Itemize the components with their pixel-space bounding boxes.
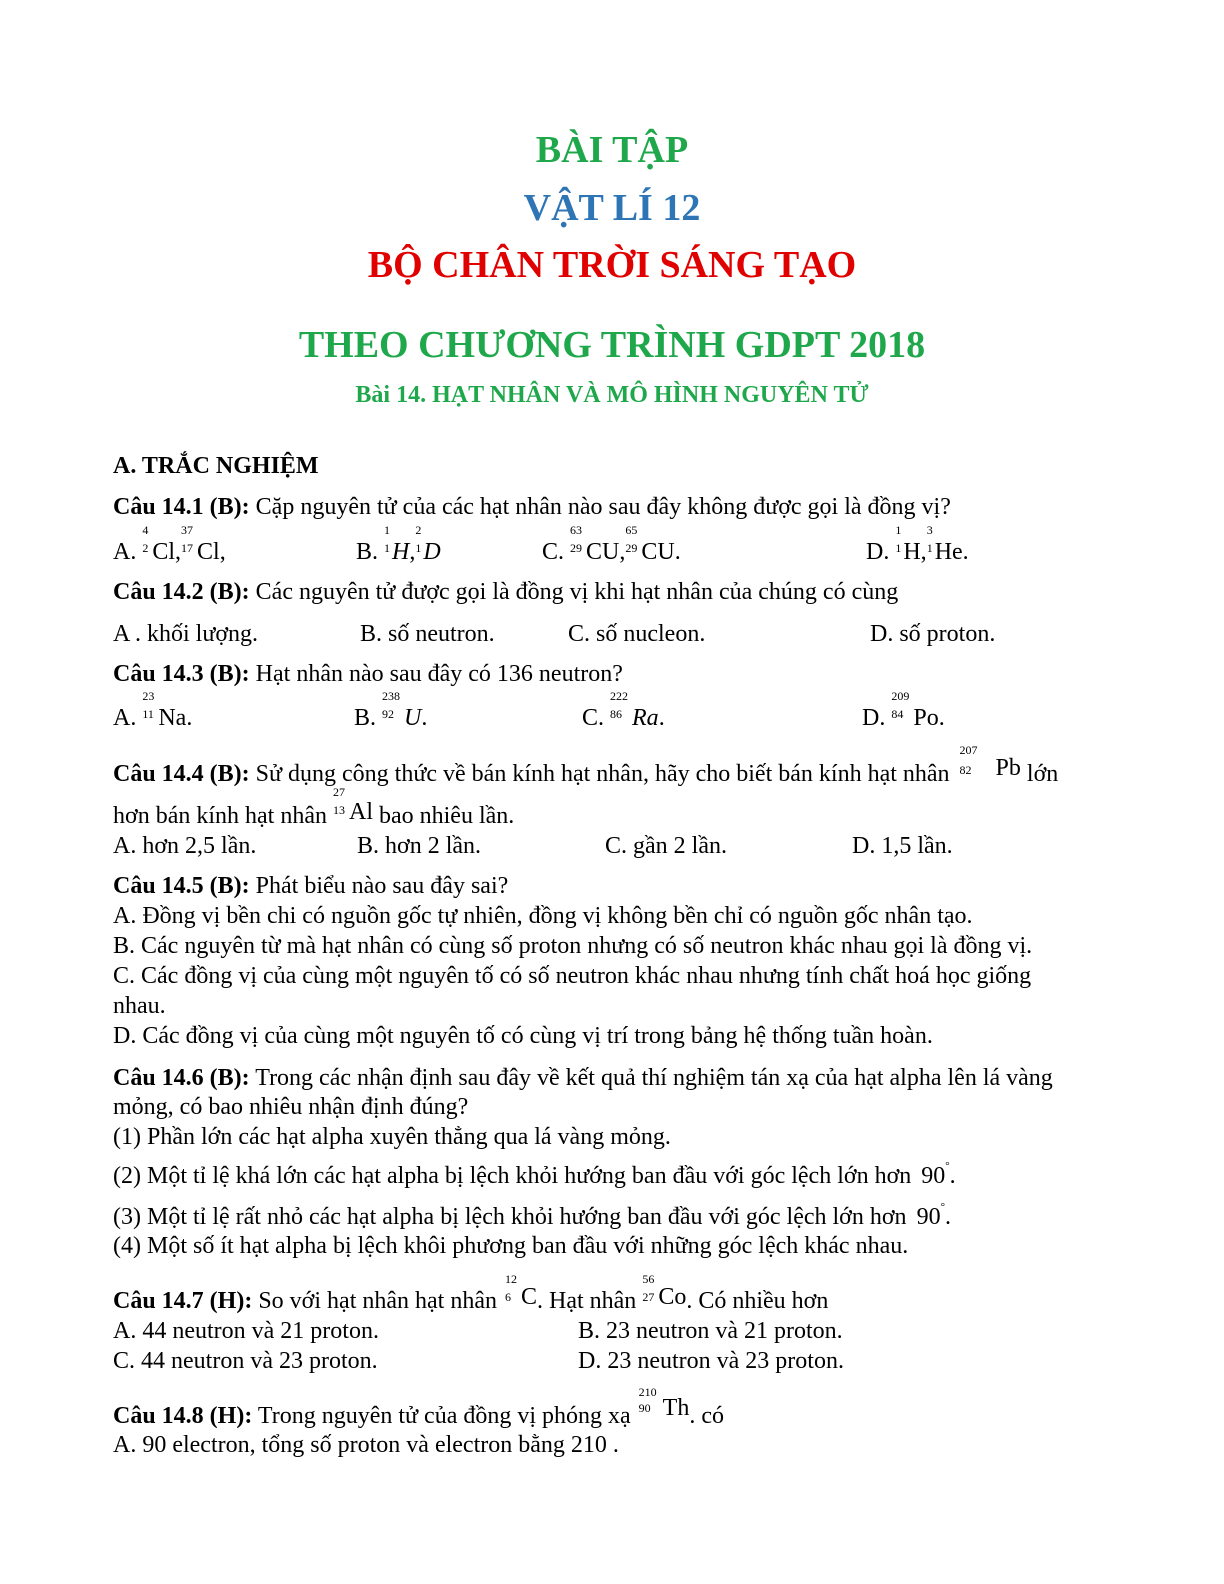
nuclide-u-238: 238 92 U	[382, 689, 422, 731]
question-label: Câu 14.5 (B):	[113, 873, 250, 899]
option-b: B. hơn 2 lần.	[357, 833, 482, 859]
question-text: Cặp nguyên tử của các hạt nhân nào sau đây không được gọi là đồng vị?	[255, 494, 951, 520]
option-a: A. 4 2 Cl, 37 17 Cl,	[113, 523, 226, 565]
title-bo-chan-troi: BỘ CHÂN TRỜI SÁNG TẠO	[367, 244, 857, 286]
option-c-cont: nhau.	[113, 993, 166, 1019]
option-b: B. 238 92 U.	[354, 689, 428, 731]
option-b: B. số neutron.	[360, 621, 495, 647]
question-14-5	[113, 872, 508, 900]
question-text: Sử dụng công thức về bán kính hạt nhân, hãy cho biết bán kính hạt nhân	[255, 761, 950, 787]
title-bai-tap: BÀI TẬP	[535, 129, 689, 171]
option-a: A. 44 neutron và 21 proton.	[113, 1318, 379, 1344]
nuclide-ra-222: 222 86 Ra	[610, 689, 659, 731]
nuclide-co-56: 56 27 Co	[642, 1272, 687, 1310]
option-d: D. 23 neutron và 23 proton.	[578, 1348, 844, 1374]
question-label: Câu 14.8 (H):	[113, 1403, 253, 1429]
option-a: A . khối lượng.	[113, 621, 259, 647]
question-14-4-cont	[113, 785, 515, 830]
option-a: A. 90 electron, tổng số proton và electron bằng 210 .	[113, 1432, 619, 1458]
question-label: Câu 14.3 (B):	[113, 661, 250, 687]
nuclide-cl-37: 37 17 Cl	[181, 523, 220, 565]
question-label: Câu 14.2 (B):	[113, 579, 250, 605]
statement-1: (1) Phần lớn các hạt alpha xuyên thẳng qua lá vàng mỏng.	[113, 1124, 671, 1150]
nuclide-cu-63: 63 29 CU,	[570, 523, 626, 565]
nuclide-cu-65: 65 29 CU	[625, 523, 675, 565]
option-c: C. 222 86 Ra.	[582, 689, 665, 731]
statement-4: (4) Một số ít hạt alpha bị lệch khôi phương ban đầu với những góc lệch khác nhau.	[113, 1233, 909, 1259]
option-letter: D.	[866, 539, 890, 565]
nuclide-po-209: 209 84 Po	[891, 689, 939, 731]
question-label: Câu 14.7 (H):	[113, 1288, 253, 1314]
nuclide-he-3: 3 1 He	[926, 523, 963, 565]
section-heading: A. TRẮC NGHIỆM	[113, 453, 319, 479]
lesson-title: Bài 14. HẠT NHÂN VÀ MÔ HÌNH NGUYÊN TỬ	[355, 382, 869, 408]
option-a: A. Đồng vị bền chi có nguồn gốc tự nhiên, đồng vị không bền chỉ có nguồn gốc nhân tạo.	[113, 903, 973, 929]
option-letter: D.	[862, 705, 886, 731]
statement-2: (2) Một tỉ lệ khá lớn các hạt alpha bị lệch khỏi hướng ban đầu với góc lệch lớn hơn 90°.	[113, 1160, 956, 1189]
option-c: C. gần 2 lần.	[605, 833, 727, 859]
question-text: lớn	[1026, 761, 1059, 787]
question-14-8: Câu 14.8 (H): Trong nguyên tử của đồng vị phóng xạ 210 90 Th. có	[113, 1385, 724, 1429]
option-b: B. 1 1 H, 2 1 D	[356, 523, 441, 565]
question-label: Câu 14.4 (B):	[113, 761, 250, 787]
option-a: A. 23 11 Na.	[113, 689, 193, 731]
statement-3: (3) Một tỉ lệ rất nhỏ các hạt alpha bị lệch khỏi hướng ban đầu với góc lệch lớn hơn 90°.	[113, 1201, 951, 1230]
option-b: B. Các nguyên từ mà hạt nhân có cùng số proton nhưng có số neutron khác nhau gọi là đồng vị.	[113, 933, 1033, 959]
nuclide-pb-207: 207 82 Pb	[959, 743, 1021, 781]
nuclide-cl-4: 4 2 Cl,	[142, 523, 182, 565]
option-letter: B.	[354, 705, 377, 731]
angle-90: 90°	[916, 1201, 945, 1230]
question-label: Câu 14.6 (B):	[113, 1065, 250, 1091]
nuclide-d-2: 2 1 D	[415, 523, 441, 565]
angle-90: 90°	[921, 1160, 950, 1189]
option-c: C. số nucleon.	[568, 621, 706, 647]
nuclide-h-1: 1 1 H	[384, 523, 410, 565]
option-c: C. Các đồng vị của cùng một nguyên tố có số neutron khác nhau nhưng tính chất hoá học giống	[113, 963, 1032, 989]
question-text: Trong các nhận định sau đây về kết quả thí nghiệm tán xạ của hạt alpha lên lá vàng	[255, 1065, 1053, 1091]
question-14-3	[113, 660, 623, 688]
option-d: D. 1 1 H, 3 1 He.	[866, 523, 969, 565]
option-d: D. số proton.	[870, 621, 996, 647]
option-b: B. 23 neutron và 21 proton.	[578, 1318, 843, 1344]
question-text: Phát biểu nào sau đây sai?	[255, 873, 509, 899]
option-a: A. hơn 2,5 lần.	[113, 833, 257, 859]
question-text: Các nguyên tử được gọi là đồng vị khi hạt nhân của chúng có cùng	[255, 579, 899, 605]
option-c: C. 44 neutron và 23 proton.	[113, 1348, 378, 1374]
question-14-6-cont: mỏng, có bao nhiêu nhận định đúng?	[113, 1094, 469, 1120]
option-c: C. 63 29 CU, 65 29 CU.	[542, 523, 681, 565]
question-text: hơn bán kính hạt nhân	[113, 803, 327, 829]
nuclide-al-27: 27 13 Al	[332, 785, 373, 825]
question-text: Trong nguyên tử của đồng vị phóng xạ	[257, 1403, 631, 1429]
option-letter: B.	[356, 539, 379, 565]
option-letter: A.	[113, 539, 137, 565]
option-letter: C.	[542, 539, 565, 565]
title-chuong-trinh: THEO CHƯƠNG TRÌNH GDPT 2018	[298, 324, 926, 366]
question-text: So với hạt nhân hạt nhân	[258, 1288, 497, 1314]
option-letter: A.	[113, 705, 137, 731]
question-14-4	[113, 743, 1059, 788]
question-text: bao nhiêu lần.	[378, 803, 515, 829]
question-label: Câu 14.1 (B):	[113, 494, 250, 520]
option-d: D. 1,5 lần.	[852, 833, 953, 859]
nuclide-th-210: 210 90 Th	[638, 1385, 690, 1421]
option-d: D. 209 84 Po.	[862, 689, 945, 731]
question-14-6	[113, 1064, 1053, 1092]
nuclide-h-1: 1 1 H,	[895, 523, 927, 565]
nuclide-c-12: 12 6 C	[504, 1272, 537, 1310]
title-vat-li-12: VẬT LÍ 12	[523, 187, 701, 229]
option-d: D. Các đồng vị của cùng một nguyên tố có cùng vị trí trong bảng hệ thống tuần hoàn.	[113, 1023, 933, 1049]
question-14-2	[113, 578, 898, 606]
question-text: Hạt nhân nào sau đây có 136 neutron?	[255, 661, 623, 687]
nuclide-na-23: 23 11 Na	[142, 689, 187, 731]
option-letter: C.	[582, 705, 605, 731]
question-14-7: Câu 14.7 (H): So với hạt nhân hạt nhân 12 6 C. Hạt nhân 56 27 Co. Có nhiều hơn	[113, 1272, 829, 1314]
question-14-1	[113, 493, 951, 521]
